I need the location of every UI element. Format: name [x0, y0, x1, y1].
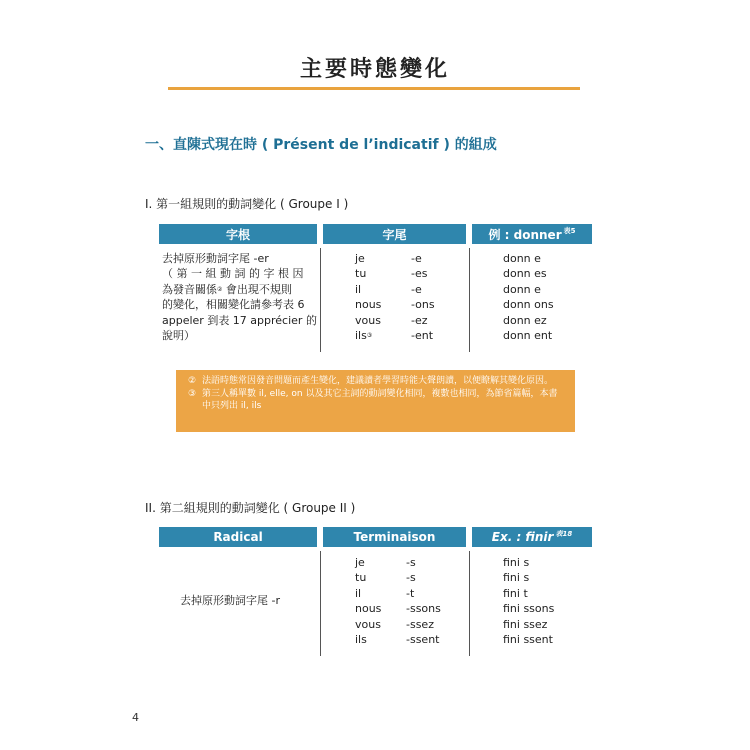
table-row: il	[355, 586, 362, 600]
table-row: nous	[355, 602, 382, 616]
group2-radical-text: 去掉原形動詞字尾 -r	[180, 594, 280, 607]
group1-header-ending: 字尾	[323, 224, 466, 244]
section-heading: 一、直陳式現在時 ( Présent de l’indicatif ) 的組成	[145, 137, 497, 153]
table-row: ils③	[355, 329, 373, 343]
table-row: vous	[355, 617, 381, 631]
column-divider	[320, 551, 321, 656]
group2-header-radical: Radical	[159, 527, 317, 547]
group1-header-example: 例 : donner $^{表5}$	[472, 224, 592, 244]
column-divider	[469, 551, 470, 656]
table-row: je	[355, 556, 365, 569]
group1-examples: donn e donn es donn e donn ons donn ez donn ent	[503, 252, 554, 343]
table-row: nous	[355, 298, 382, 312]
group1-header-radical: 字根	[159, 224, 317, 244]
page-title: 主要時態變化	[299, 57, 450, 82]
group1-pronouns	[355, 251, 381, 343]
group2-endings: -s -s -t -ssons -ssez -ssent	[406, 556, 441, 647]
table-row: tu	[355, 267, 367, 281]
group1-endings: -e -es -e -ons -ez -ent	[411, 252, 435, 343]
group2-pronouns	[355, 555, 381, 647]
group2-header-ending: Terminaison	[323, 527, 466, 547]
column-divider	[320, 248, 321, 352]
note-item: ③ 第三人稱單數 il, elle, on 以及其它主詞的動詞變化相同，複數也相同，為節省篇幅，本書中只列出 il, ils	[188, 388, 558, 412]
title-underline	[168, 87, 580, 90]
table-ref: 表5	[563, 227, 576, 235]
group2-examples: fini s fini s fini t fini ssons fini ssez fini ssent	[503, 556, 555, 647]
table-ref: 表18	[555, 530, 573, 538]
table-row: vous	[355, 313, 381, 327]
table-row: tu	[355, 571, 367, 585]
group1-radical-text: 去掉原形動詞字尾 -er （ 第 一 組 動 詞 的 字 根 因 為發音關係② 會出現不規則 的變化，相關變化請參考表 6 appeler 到表 17 apprécier 的 說明）	[162, 252, 317, 343]
table-row: je	[355, 252, 365, 265]
group2-header-example: Ex. : finir $^{表18}$	[472, 527, 592, 547]
note-marker: ②	[217, 285, 223, 293]
page-number: 4	[132, 711, 139, 724]
note-item: ② 法語時態常因發音問題而產生變化，建議讀者學習時能大聲朗讀，以便瞭解其變化原因。	[188, 376, 554, 386]
note-marker: ③	[366, 332, 373, 340]
note-box	[176, 370, 575, 432]
group1-heading: I. 第一組規則的動詞變化 ( Groupe I )	[145, 197, 349, 211]
table-row: ils	[355, 633, 367, 647]
table-row: il	[355, 282, 362, 296]
column-divider	[469, 248, 470, 352]
group2-heading: II. 第二組規則的動詞變化 ( Groupe II )	[145, 501, 356, 515]
